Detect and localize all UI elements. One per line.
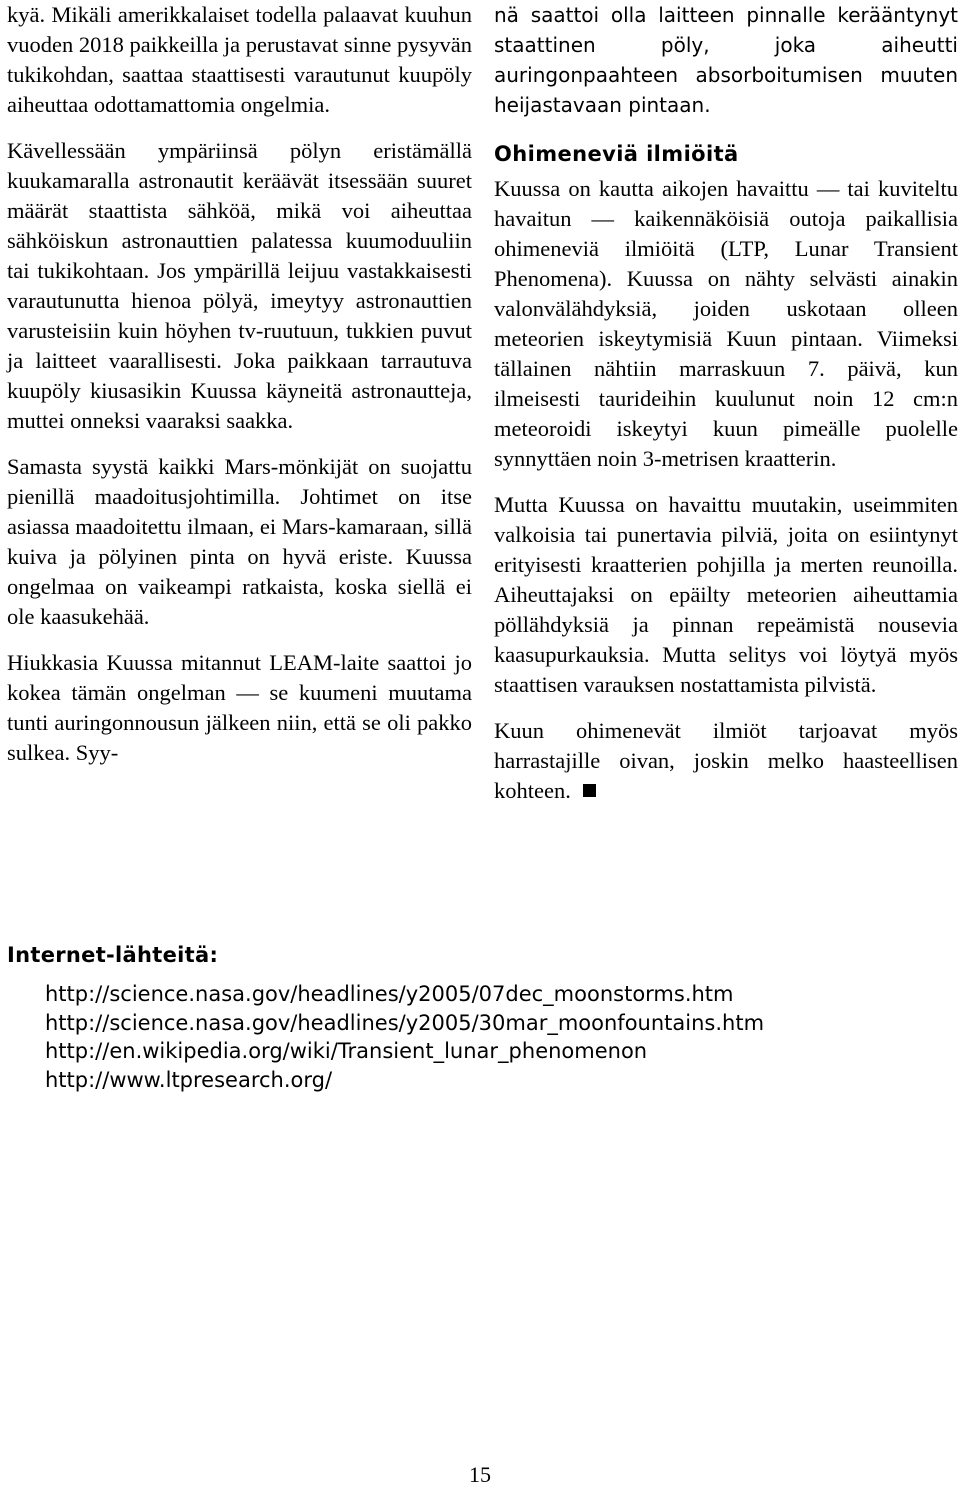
sources-title: Internet-lähteitä:: [7, 943, 219, 967]
paragraph-final: [494, 716, 958, 806]
paragraph: nä saattoi olla laitteen pinnalle kerääntynyt staattinen pöly, joka aiheutti auringonpaahteen absorboitumisen muuten heijastavaan pintaan.: [494, 3, 958, 117]
sources-section: [7, 940, 947, 1094]
paragraph: Samasta syystä kaikki Mars-mönkijät on suojattu pienillä maadoitusjohtimilla. Johtimet on itse asiassa maadoitettu ilmaan, ei Mars-kamaraan, sillä kuiva ja pölyinen pinta on hyvä eriste. Kuussa ongelmaa on vaikeampi ratkaista, koska siellä ei ole kaasukehää.: [7, 454, 472, 629]
sources-list: [7, 980, 947, 1094]
right-column: [494, 0, 958, 822]
left-column: [7, 0, 472, 784]
paragraph: Mutta Kuussa on havaittu muutakin, useimmiten valkoisia tai punertavia pilviä, joita on esiintynyt erityisesti kraatterien pohjilla ja merten reunoilla. Aiheuttajaksi on epäilty meteorien aiheuttamia pöllähdyksiä ja pinnan repeämistä nousevia kaasupurkauksia. Mutta selitys voi löytyä myös staattisen varauksen nostattamista pilvistä.: [494, 492, 958, 697]
paragraph: Hiukkasia Kuussa mitannut LEAM-laite saattoi jo kokea tämän ongelman — se kuumeni muutama tunti auringonnousun jälkeen niin, että se oli pakko sulkea. Syy-: [7, 650, 472, 765]
end-of-article-mark: [583, 784, 596, 797]
source-link[interactable]: http://science.nasa.gov/headlines/y2005/30mar_moonfountains.htm: [45, 1010, 765, 1035]
paragraph: Kävellessään ympäriinsä pölyn eristämällä kuukamaralla astronautit keräävät itsessään suuret määrät staattista sähköä, mikä voi aiheuttaa sähköiskun astronauttien palatessa kuumoduuliin tai tukikohtaan. Jos ympärillä leijuu vastakkaisesti varautunutta hienoa pölyä, imeytyy astronauttien varusteisiin kuin höyhen tv-ruutuun, tukkien puvut ja laitteet vaarallisesti. Joka paikkaan tarrautuva kuupöly kiusasikin Kuussa käyneitä astronautteja, muttei onneksi vaaraksi saakka.: [7, 138, 472, 433]
paragraph: kyä. Mikäli amerikkalaiset todella palaavat kuuhun vuoden 2018 paikkeilla ja perustavat sinne pysyvän tukikohdan, saattaa staattisesti varautunut kuupöly aiheuttaa odottamattomia ongelmia.: [7, 2, 472, 117]
page-number: 15: [469, 1462, 491, 1487]
section-heading: Ohimeneviä ilmiöitä: [494, 142, 739, 166]
paragraph: Kuussa on kautta aikojen havaittu — tai kuviteltu havaitun — kaikennäköisiä outoja paikallisia ohimeneviä ilmiöitä (LTP, Lunar Transient Phenomena). Kuussa on nähty selvästi ainakin valonvälähdyksiä, joiden uskotaan olleen meteorien iskeytymisiä Kuun pintaan. Viimeksi tällainen nähtiin marraskuun 7. päivä, kun ilmeisesti taurideihin kuulunut noin 12 cm:n meteoroidi iskeytyi kuun pimeälle puolelle synnyttäen noin 3-metrisen kraatterin.: [494, 176, 958, 471]
source-link[interactable]: http://www.ltpresearch.org/: [45, 1067, 333, 1092]
paragraph-text: Kuun ohimenevät ilmiöt tarjoavat myös harrastajille oivan, joskin melko haasteellisen kohteen.: [494, 718, 958, 803]
source-link[interactable]: http://en.wikipedia.org/wiki/Transient_lunar_phenomenon: [45, 1039, 648, 1063]
source-link[interactable]: http://science.nasa.gov/headlines/y2005/07dec_moonstorms.htm: [45, 982, 734, 1006]
